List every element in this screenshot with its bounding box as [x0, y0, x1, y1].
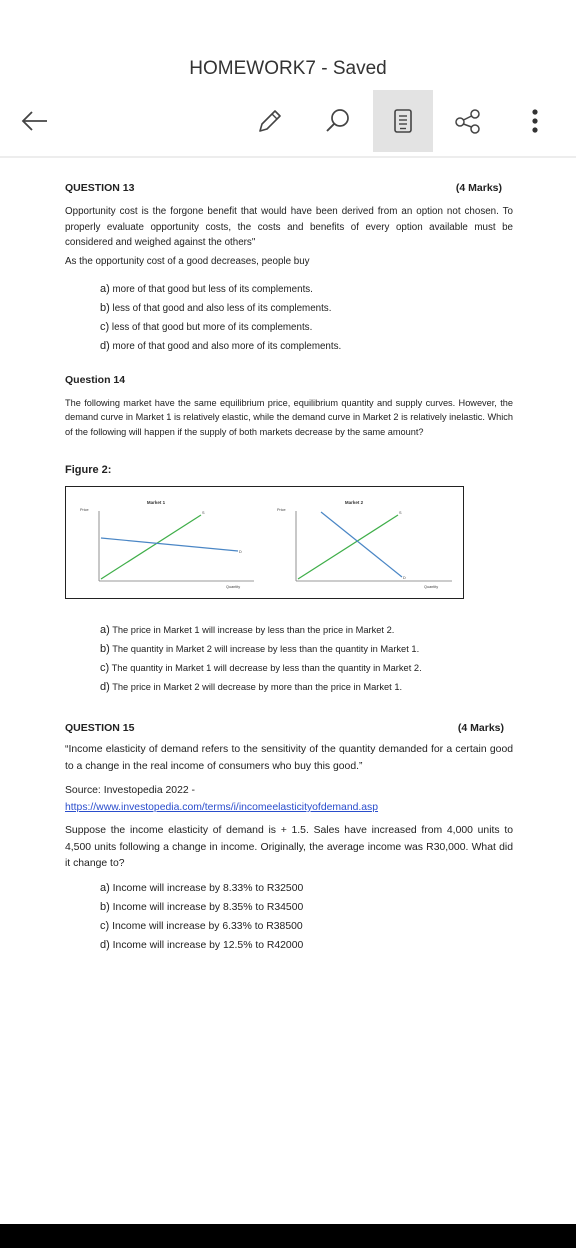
share-icon — [453, 106, 483, 136]
q15-option-c — [100, 918, 520, 936]
market2-title: Market 2 — [344, 500, 364, 505]
q14-title: Question 14 — [65, 374, 126, 386]
option-text: The quantity in Market 1 will decrease by less than the quantity in Market 2. — [111, 663, 422, 673]
option-letter: b) — [100, 901, 110, 913]
option-letter: a) — [100, 283, 110, 295]
option-letter: c) — [100, 662, 110, 674]
q15-source: Source: Investopedia 2022 - — [65, 785, 195, 796]
q13-title: QUESTION 13 — [65, 182, 135, 194]
q14-body: The following market have the same equilibrium price, equilibrium quantity and supply curves. However, the demand curve in Market 1 is relatively elastic, while the demand curve in Market 2 is relatively inelastic. Which of the following will happen if the supply of both markets decrease by the same amount? — [65, 398, 513, 437]
market2-quantity-label: Quantity — [424, 585, 439, 589]
option-text: Income will increase by 8.33% to R32500 — [112, 883, 304, 894]
system-navigation-bar — [0, 1224, 576, 1248]
q15-title: QUESTION 15 — [65, 722, 135, 734]
search-button[interactable] — [308, 90, 368, 152]
option-letter: a) — [100, 882, 110, 894]
edit-button[interactable] — [240, 90, 300, 152]
option-letter: d) — [100, 939, 110, 951]
option-text: Income will increase by 12.5% to R42000 — [112, 940, 304, 951]
share-button[interactable] — [438, 90, 498, 152]
option-text: The price in Market 2 will decrease by more than the price in Market 1. — [112, 682, 403, 692]
q15-quote: “Income elasticity of demand refers to the sensitivity of the quantity demanded for a certain good to a change in the real income of consumers who buy this good.” — [65, 744, 513, 772]
back-button[interactable] — [18, 104, 52, 138]
q15-body: Suppose the income elasticity of demand is + 1.5. Sales have increased from 4,000 units to 4,500 units following a change in income. Originally, the average income was R30,000. What did it change to? — [65, 825, 513, 870]
market1-supply-curve — [101, 515, 201, 579]
q14-option-a — [100, 622, 520, 640]
option-text: The price in Market 1 will increase by less than the price in Market 2. — [112, 625, 395, 635]
q13-option-a — [100, 281, 520, 299]
reading-view-button[interactable] — [373, 90, 433, 152]
market1-supply-label: S — [202, 511, 205, 515]
option-letter: d) — [100, 340, 110, 352]
q14-option-b — [100, 641, 520, 659]
source-link[interactable]: https://www.investopedia.com/terms/i/incomeelasticityofdemand.asp — [65, 802, 379, 813]
document-page — [0, 158, 576, 1224]
search-icon — [323, 106, 353, 136]
market-diagrams — [66, 487, 463, 598]
more-vertical-icon — [520, 106, 550, 136]
q14-option-c — [100, 660, 520, 678]
document-title: HOMEWORK7 - Saved — [189, 58, 387, 79]
q15-marks: (4 Marks) — [457, 722, 504, 734]
q13-prompt: As the opportunity cost of a good decreases, people buy — [65, 256, 310, 267]
market2-demand-curve — [321, 512, 402, 577]
option-text: more of that good but less of its complements. — [112, 284, 313, 295]
market1-price-label: Price — [80, 508, 89, 512]
q15-option-a — [100, 880, 520, 898]
q15-option-b — [100, 899, 520, 917]
market2-supply-label: S — [399, 511, 402, 515]
back-arrow-icon — [18, 104, 52, 138]
option-letter: c) — [100, 920, 110, 932]
option-letter: d) — [100, 681, 110, 693]
market1-quantity-label: Quantity — [226, 585, 241, 589]
option-text: The quantity in Market 2 will increase by less than the quantity in Market 1. — [112, 644, 420, 654]
option-letter: c) — [100, 321, 110, 333]
q14-option-d — [100, 679, 520, 697]
figure-2 — [65, 486, 464, 599]
option-letter: b) — [100, 302, 110, 314]
option-letter: b) — [100, 643, 110, 655]
market2-supply-curve — [298, 515, 398, 579]
option-text: Income will increase by 8.35% to R34500 — [112, 902, 304, 913]
more-options-button[interactable] — [505, 90, 565, 152]
option-text: more of that good and also more of its complements. — [112, 341, 342, 352]
market1-demand-curve — [101, 538, 238, 551]
market2-price-label: Price — [277, 508, 286, 512]
pencil-icon — [255, 106, 285, 136]
figure-label: Figure 2: — [65, 464, 112, 476]
option-text: less of that good but more of its complements. — [111, 322, 313, 333]
option-text: Income will increase by 6.33% to R38500 — [112, 921, 303, 932]
q13-quote: Opportunity cost is the forgone benefit that would have been derived from an option not chosen. To properly evaluate opportunity costs, the costs and benefits of every option available must be considered and weighed against the others" — [65, 206, 513, 249]
option-text: less of that good and also less of its complements. — [112, 303, 332, 314]
q13-option-c — [100, 319, 520, 337]
option-letter: a) — [100, 624, 110, 636]
market1-title: Market 1 — [146, 500, 166, 505]
q13-marks: (4 Marks) — [455, 182, 502, 194]
q15-option-d — [100, 937, 520, 955]
app-header — [0, 0, 576, 158]
q13-option-d — [100, 338, 520, 356]
reading-view-icon — [388, 106, 418, 136]
market1-demand-label: D — [239, 550, 242, 554]
q13-option-b — [100, 300, 520, 318]
market2-demand-label: D — [403, 576, 406, 580]
